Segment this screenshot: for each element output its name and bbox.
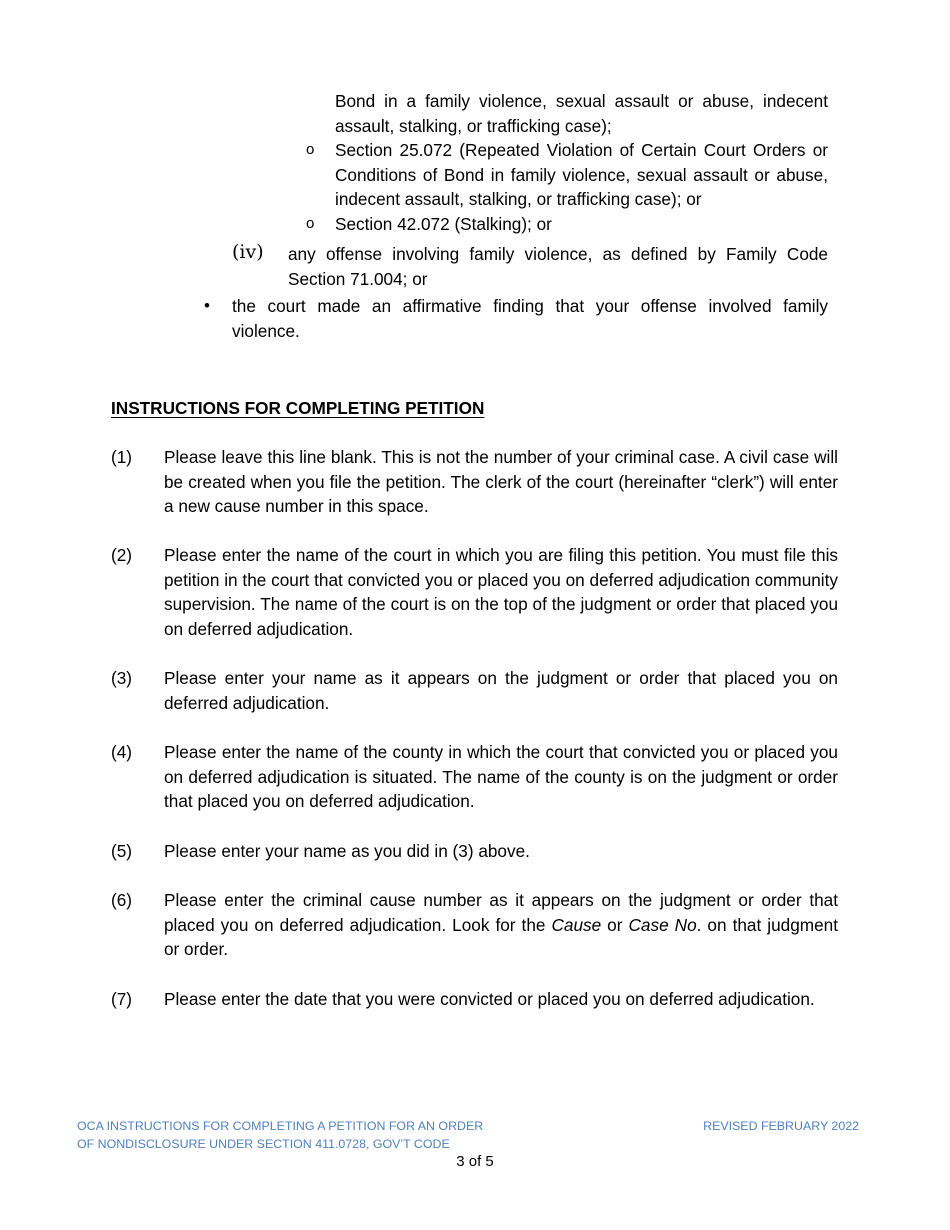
instruction-number: (6): [111, 890, 133, 910]
instruction-number: (1): [111, 447, 133, 467]
sub-list-item-section-42072: [306, 212, 828, 237]
sub-item-bond-continuation: Bond in a family violence, sexual assault or abuse, indecent assault, stalking, or trafficking case);: [335, 91, 828, 136]
instruction-text: Please enter your name as you did in (3) above.: [164, 841, 530, 861]
footer-revision-date: REVISED FEBRUARY 2022: [703, 1119, 859, 1133]
footer-title: [77, 1118, 483, 1153]
section-heading: INSTRUCTIONS FOR COMPLETING PETITION: [111, 398, 485, 418]
sub-list-item-text: Section 42.072 (Stalking); or: [335, 214, 552, 234]
instruction-text-part: Please enter the criminal cause number as it appears on the judgment or order that placed you on deferred adjudication. Look for the: [164, 890, 838, 935]
cause-term: Cause: [551, 914, 602, 935]
instruction-text: Please enter the name of the county in which the court that convicted you or placed you on deferred adjudication is situated. The name of the county is on the judgment or order that placed you on deferred adjudication.: [164, 742, 838, 811]
hollow-bullet-icon: o: [306, 141, 315, 158]
page-number: 3 of 5: [456, 1153, 494, 1170]
footer-title-line-2: OF NONDISCLOSURE UNDER SECTION 411.0728, GOV’T CODE: [77, 1136, 450, 1151]
instruction-number: (2): [111, 545, 133, 565]
instruction-text: Please enter the name of the court in which you are filing this petition. You must file this petition in the court that convicted you or placed you on deferred adjudication community supervision. The name of the court is on the top of the judgment or order that placed you on deferred adjudication.: [164, 545, 838, 639]
instruction-text: Please enter the date that you were convicted or placed you on deferred adjudication.: [164, 989, 815, 1009]
instruction-text: Please leave this line blank. This is not the number of your criminal case. A civil case will be created when you file the petition. The clerk of the court (hereinafter “clerk”) will enter a new cause number in this space.: [164, 447, 838, 516]
sub-list-item-text: Section 25.072 (Repeated Violation of Certain Court Orders or Conditions of Bond in family violence, sexual assault or abuse, indecent assault, stalking, or trafficking case); or: [335, 140, 828, 209]
instruction-text-part: . on that judgment or order.: [164, 914, 838, 959]
instruction-text-part: or: [601, 914, 629, 935]
instruction-number: (3): [111, 668, 133, 688]
footer-title-line-1: OCA INSTRUCTIONS FOR COMPLETING A PETITION FOR AN ORDER: [77, 1119, 484, 1133]
instruction-number: (7): [111, 989, 133, 1009]
instruction-number: (5): [111, 841, 133, 861]
bullet-item-text: the court made an affirmative finding that your offense involved family violence.: [232, 296, 828, 341]
instruction-text: [164, 888, 838, 962]
filled-bullet-icon: •: [204, 296, 210, 315]
roman-numeral-label: (iv): [232, 241, 264, 263]
instruction-text: Please enter your name as it appears on the judgment or order that placed you on deferred adjudication.: [164, 668, 838, 713]
instruction-number: (4): [111, 742, 133, 762]
sub-list-item-section-25072: [306, 138, 828, 212]
case-no-term: Case No: [628, 914, 697, 935]
hollow-bullet-icon: o: [306, 215, 315, 232]
roman-item-text: any offense involving family violence, as defined by Family Code Section 71.004; or: [288, 244, 828, 289]
